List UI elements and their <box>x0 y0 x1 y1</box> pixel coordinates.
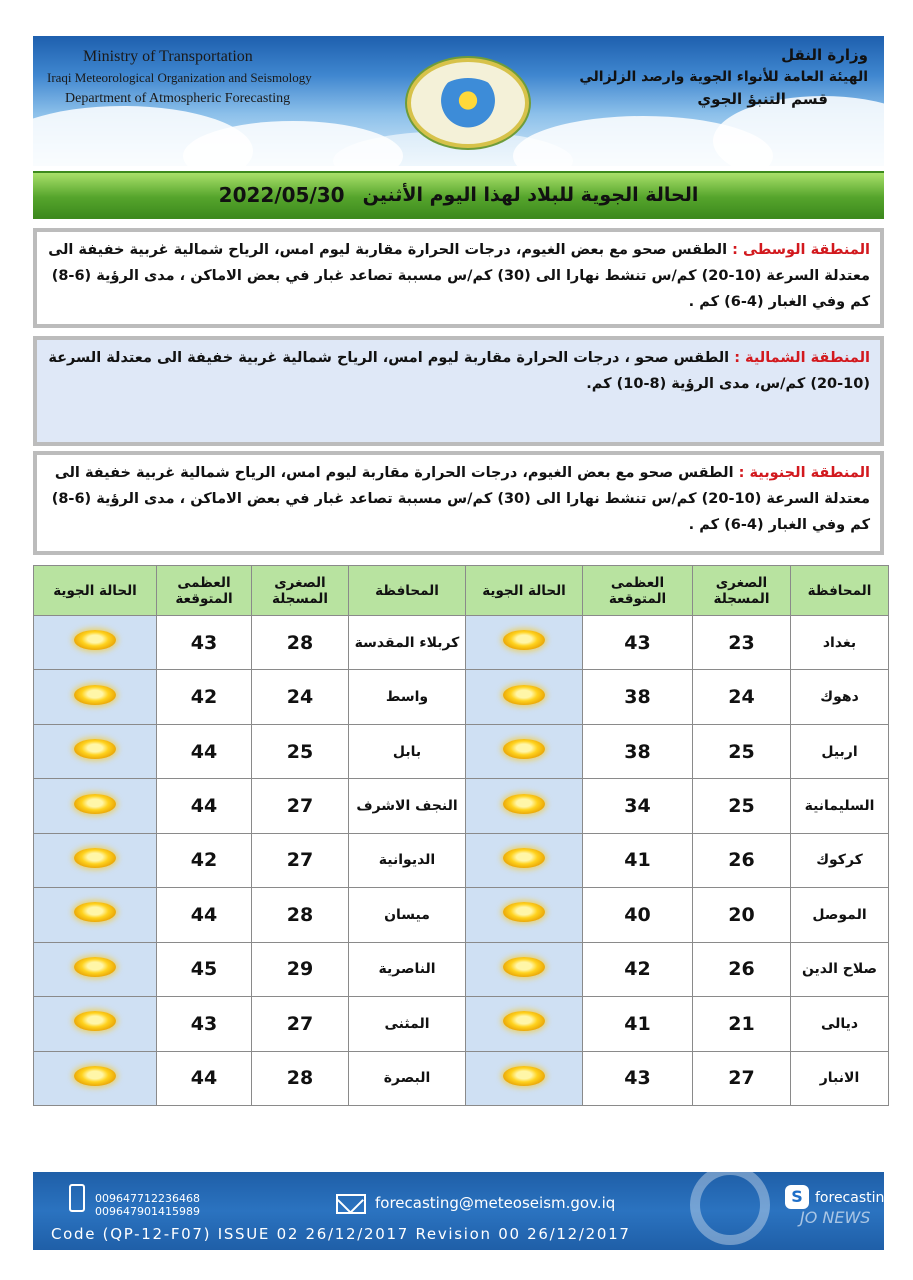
condition-cell <box>466 724 583 778</box>
condition-cell <box>466 942 583 996</box>
condition-cell <box>466 616 583 670</box>
condition-cell <box>34 616 157 670</box>
department-name-en: Department of Atmospheric Forecasting <box>65 91 291 106</box>
min-temp-cell: 28 <box>252 888 349 942</box>
min-temp-cell: 25 <box>693 779 791 833</box>
min-temp-cell: 23 <box>693 616 791 670</box>
min-temp-cell: 27 <box>252 997 349 1051</box>
header-province: المحافظة <box>791 566 889 616</box>
header-min: الصغرى المسجلة <box>693 566 791 616</box>
table-header-row <box>34 566 889 616</box>
max-temp-cell: 45 <box>157 942 252 996</box>
max-temp-cell: 38 <box>583 670 693 724</box>
province-cell: كركوك <box>791 833 889 887</box>
max-temp-cell: 41 <box>583 997 693 1051</box>
table-row <box>34 942 889 996</box>
page-title <box>33 171 884 219</box>
region-central <box>33 228 884 328</box>
phone-number: 009647712236468 <box>95 1192 200 1205</box>
max-temp-cell: 44 <box>157 779 252 833</box>
sun-icon <box>74 794 116 814</box>
max-temp-cell: 44 <box>157 1051 252 1106</box>
header-condition: الحالة الجوية <box>34 566 157 616</box>
header-max: العظمى المتوقعة <box>157 566 252 616</box>
header-english-block <box>47 46 312 109</box>
document-code: Code (QP-12-F07) ISSUE 02 26/12/2017 Revision 00 26/12/2017 <box>51 1225 631 1243</box>
min-temp-cell: 25 <box>252 724 349 778</box>
province-cell: واسط <box>349 670 466 724</box>
sun-icon <box>503 1066 545 1086</box>
region-forecast: الطقس صحو ، درجات الحرارة مقاربة ليوم امس، الرياح شمالية غربية خفيفة الى معتدلة السرعة (10-20) كم/س، مدى الرؤية (8-10) كم. <box>48 350 870 392</box>
contact-email[interactable]: forecasting@meteoseism.gov.iq <box>375 1194 616 1212</box>
max-temp-cell: 43 <box>583 1051 693 1106</box>
table-row <box>34 833 889 887</box>
min-temp-cell: 27 <box>252 779 349 833</box>
sun-icon <box>74 1011 116 1031</box>
header-condition: الحالة الجوية <box>466 566 583 616</box>
province-cell: الموصل <box>791 888 889 942</box>
province-cell: بابل <box>349 724 466 778</box>
province-cell: السليمانية <box>791 779 889 833</box>
table-row <box>34 779 889 833</box>
sun-icon <box>503 902 545 922</box>
header-province: المحافظة <box>349 566 466 616</box>
region-north <box>33 336 884 446</box>
sun-icon <box>74 1066 116 1086</box>
max-temp-cell: 43 <box>157 997 252 1051</box>
max-temp-cell: 44 <box>157 888 252 942</box>
province-cell: دهوك <box>791 670 889 724</box>
condition-cell <box>466 997 583 1051</box>
max-temp-cell: 41 <box>583 833 693 887</box>
page-header <box>33 36 884 166</box>
header-max: العظمى المتوقعة <box>583 566 693 616</box>
province-cell: الناصرية <box>349 942 466 996</box>
watermark-ring-icon <box>690 1165 770 1245</box>
province-cell: كربلاء المقدسة <box>349 616 466 670</box>
organization-name-ar: الهيئة العامة للأنواء الجوية وارصد الزلزالي <box>579 69 868 85</box>
sun-icon <box>503 1011 545 1031</box>
condition-cell <box>466 779 583 833</box>
sun-icon <box>74 739 116 759</box>
min-temp-cell: 24 <box>693 670 791 724</box>
mail-icon <box>336 1194 366 1214</box>
min-temp-cell: 27 <box>693 1051 791 1106</box>
condition-cell <box>466 1051 583 1106</box>
sun-icon <box>503 630 545 650</box>
max-temp-cell: 42 <box>157 833 252 887</box>
condition-cell <box>466 888 583 942</box>
watermark-text: JO NEWS <box>800 1208 871 1227</box>
province-cell: الديوانية <box>349 833 466 887</box>
max-temp-cell: 40 <box>583 888 693 942</box>
title-text: الحالة الجوية للبلاد لهذا اليوم الأثنين <box>362 184 699 206</box>
table-row <box>34 670 889 724</box>
condition-cell <box>34 833 157 887</box>
phone-number: 009647901415989 <box>95 1205 200 1218</box>
condition-cell <box>34 942 157 996</box>
region-name: المنطقة الجنوبية : <box>738 465 870 481</box>
condition-cell <box>34 670 157 724</box>
region-name: المنطقة الشمالية : <box>734 350 870 366</box>
condition-cell <box>34 997 157 1051</box>
max-temp-cell: 34 <box>583 779 693 833</box>
province-cell: البصرة <box>349 1051 466 1106</box>
ministry-name-ar: وزارة النقل <box>781 46 868 64</box>
condition-cell <box>466 833 583 887</box>
contact-phones <box>95 1192 200 1218</box>
sun-icon <box>503 739 545 759</box>
province-cell: بغداد <box>791 616 889 670</box>
ministry-name-en: Ministry of Transportation <box>83 48 253 65</box>
condition-cell <box>34 779 157 833</box>
table-row <box>34 888 889 942</box>
min-temp-cell: 27 <box>252 833 349 887</box>
temperature-table <box>33 565 889 1106</box>
region-south <box>33 451 884 555</box>
province-cell: الانبار <box>791 1051 889 1106</box>
min-temp-cell: 20 <box>693 888 791 942</box>
table-row <box>34 997 889 1051</box>
max-temp-cell: 43 <box>157 616 252 670</box>
province-cell: اربيل <box>791 724 889 778</box>
sun-icon <box>74 848 116 868</box>
min-temp-cell: 25 <box>693 724 791 778</box>
contact-skype: forecasting <box>815 1190 894 1206</box>
condition-cell <box>34 888 157 942</box>
organization-logo <box>407 58 529 148</box>
min-temp-cell: 28 <box>252 1051 349 1106</box>
condition-cell <box>34 1051 157 1106</box>
department-name-ar: قسم التنبؤ الجوي <box>697 90 828 108</box>
province-cell: المثنى <box>349 997 466 1051</box>
region-forecast: الطقس صحو مع بعض الغيوم، درجات الحرارة مقاربة ليوم امس، الرياح شمالية غربية خفيفة الى معتدلة السرعة (10-20) كم/س تنشط نهارا الى (30) كم/س مسببة تصاعد غبار في بعض الاماكن ، مدى الرؤية (6-8) كم وفي الغبار (4-6) كم . <box>48 242 870 310</box>
logo-sun-cloud-icon <box>433 78 503 128</box>
province-cell: ميسان <box>349 888 466 942</box>
min-temp-cell: 28 <box>252 616 349 670</box>
condition-cell <box>34 724 157 778</box>
min-temp-cell: 26 <box>693 833 791 887</box>
sun-icon <box>503 957 545 977</box>
max-temp-cell: 43 <box>583 616 693 670</box>
province-cell: صلاح الدين <box>791 942 889 996</box>
sun-icon <box>74 902 116 922</box>
sun-icon <box>503 794 545 814</box>
sun-icon <box>74 957 116 977</box>
header-min: الصغرى المسجلة <box>252 566 349 616</box>
phone-icon <box>69 1184 85 1212</box>
organization-name-en: Iraqi Meteorological Organization and Seismology <box>47 70 312 85</box>
title-date: 2022/05/30 <box>218 183 345 207</box>
province-cell: ديالى <box>791 997 889 1051</box>
region-name: المنطقة الوسطى : <box>732 242 870 258</box>
skype-icon: S <box>785 1185 809 1209</box>
min-temp-cell: 24 <box>252 670 349 724</box>
sun-icon <box>503 848 545 868</box>
min-temp-cell: 21 <box>693 997 791 1051</box>
max-temp-cell: 42 <box>583 942 693 996</box>
condition-cell <box>466 670 583 724</box>
table-row <box>34 1051 889 1106</box>
table-row <box>34 616 889 670</box>
region-forecast: الطقس صحو مع بعض الغيوم، درجات الحرارة مقاربة ليوم امس، الرياح شمالية غربية خفيفة الى معتدلة السرعة (10-20) كم/س تنشط نهارا الى (30) كم/س مسببة تصاعد غبار في بعض الاماكن ، مدى الرؤية (6-8) كم وفي الغبار (4-6) كم . <box>51 465 870 533</box>
max-temp-cell: 38 <box>583 724 693 778</box>
province-cell: النجف الاشرف <box>349 779 466 833</box>
table-row <box>34 724 889 778</box>
max-temp-cell: 42 <box>157 670 252 724</box>
sun-icon <box>74 685 116 705</box>
min-temp-cell: 29 <box>252 942 349 996</box>
header-arabic-block <box>579 44 868 110</box>
max-temp-cell: 44 <box>157 724 252 778</box>
sun-icon <box>503 685 545 705</box>
sun-icon <box>74 630 116 650</box>
min-temp-cell: 26 <box>693 942 791 996</box>
